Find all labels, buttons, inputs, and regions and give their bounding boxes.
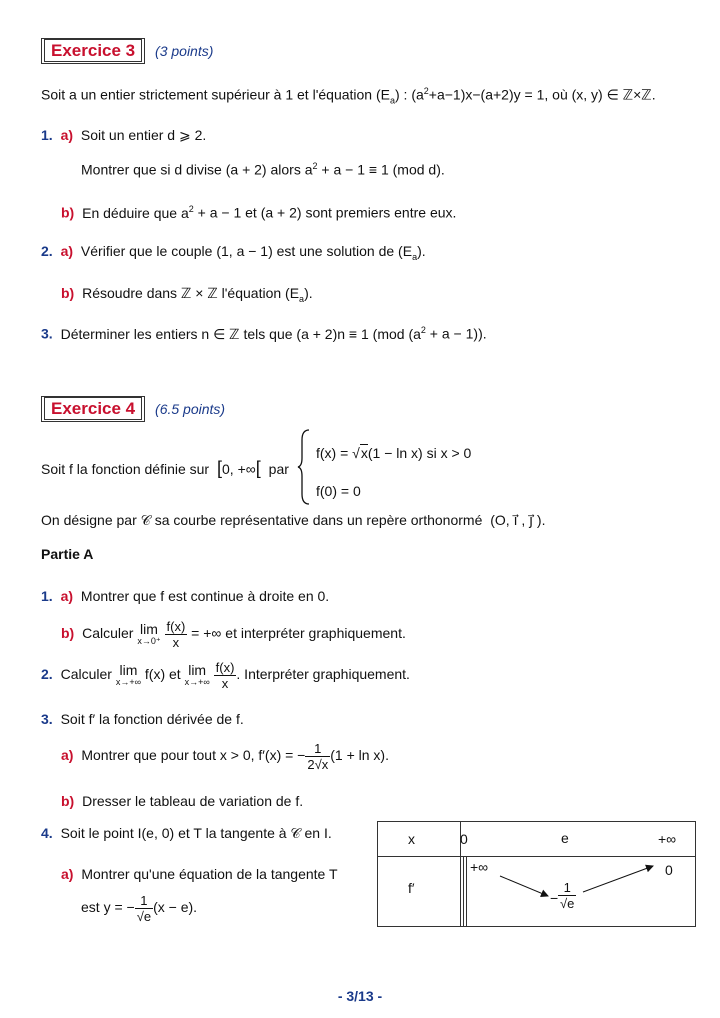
table-top-left: +∞ xyxy=(470,859,489,875)
ex4-q1b: b) Calculer lim x→0⁺ $\frac{f(x)}{x}$ = +∞ et interpréter graphiquement. xyxy=(61,619,406,650)
ex4-q2: 2. Calculer lim x→+∞ f(x) et lim x→+∞ $\frac{f(x)}{x}$ . Interpréter graphiquement. xyxy=(41,660,410,691)
exercise-3-intro: Soit a un entier strictement supérieur à 1 et l'équation $(E_a)$ : $(a^2+a-1)x-(a+2)y = 1$, où (x, y) ∈ ℤ×ℤ. xyxy=(41,86,656,106)
page-number: - 3/13 - xyxy=(337,988,383,1004)
ex3-q3: 3. Déterminer les entiers n ∈ ℤ tels que (a + 2)n ≡ 1 (mod $(a^2 + a - 1)$). xyxy=(41,325,487,342)
ex3-q1a-line2: Montrer que si d divise (a + 2) alors $a^2 + a - 1 \equiv 1$ (mod d). xyxy=(81,161,445,178)
variation-arrows xyxy=(378,856,695,926)
variation-table xyxy=(377,821,696,927)
ex4-case-2: f(0) = 0 xyxy=(316,483,361,499)
ex4-definition-intro: Soit f la fonction définie sur [0, +∞[ par xyxy=(41,458,289,478)
exercise-4-header xyxy=(41,396,225,422)
fraction-fx-over-x: $\frac{f(x)}{x}$ xyxy=(166,619,186,650)
ex3-q1a: 1. a) Soit un entier d ⩾ 2. xyxy=(41,127,207,143)
table-x-label: x xyxy=(408,831,415,847)
fraction-1-over-sqrte: $\frac{1}{√e}$ xyxy=(136,893,152,924)
arrow-decreasing xyxy=(500,876,548,896)
exercise-3-title: Exercice 3 xyxy=(44,39,142,62)
ex3-q2b: b) Résoudre dans ℤ × ℤ l'équation $(E_a)$. xyxy=(61,285,313,304)
ex4-case-1: f(x) = √x(1 − ln x) si x > 0 xyxy=(316,445,472,461)
exercise-3-points: (3 points) xyxy=(155,43,214,59)
ex4-q1a: 1. a) Montrer que f est continue à droite en 0. xyxy=(41,588,330,604)
table-xinf: +∞ xyxy=(658,831,677,847)
exercise-4-title-box xyxy=(41,396,145,422)
table-xe: e xyxy=(561,830,569,846)
brace-icon xyxy=(297,428,311,506)
ex4-q3a: a) Montrer que pour tout x > 0, f′(x) = − $\frac{1}{2√x}$ (1 + ln x). xyxy=(61,741,389,772)
exercise-3-header xyxy=(41,38,213,64)
ex3-q2a: 2. a) Vérifier que le couple (1, a − 1) est une solution de $(E_a)$. xyxy=(41,243,426,262)
ex4-q4a: a) Montrer qu'une équation de la tangente T xyxy=(61,866,338,882)
ex4-q4: 4. Soit le point I(e, 0) et T la tangente à 𝒞 en I. xyxy=(41,825,332,841)
table-top-right: 0 xyxy=(665,862,673,878)
ex4-q4a-line2: est y = − $\frac{1}{√e}$ (x − e). xyxy=(81,893,198,924)
fraction-fx-over-x-2: $\frac{f(x)}{x}$ xyxy=(215,660,235,691)
ex4-q3b: b) Dresser le tableau de variation de f. xyxy=(61,793,304,809)
fraction-1-over-2sqrtx: $\frac{1}{2√x}$ xyxy=(307,741,329,772)
table-x0: 0 xyxy=(460,831,468,847)
ex4-curve-text: On désigne par 𝒞 sa courbe représentative dans un repère orthonormé (O, i⃗ , j⃗ ). xyxy=(41,512,546,528)
limit-inf-2: lim x→+∞ xyxy=(184,661,210,688)
ex3-q1b: b) En déduire que $a^2 + a - 1$ et (a + 2) sont premiers entre eux. xyxy=(61,204,457,221)
exercise-4-points: (6.5 points) xyxy=(155,401,226,417)
table-min-sign: − xyxy=(550,890,559,906)
table-fprime-label: f′ xyxy=(408,880,415,896)
exercise-4-title: Exercice 4 xyxy=(44,397,142,420)
arrow-increasing xyxy=(583,866,653,892)
partie-a-heading: Partie A xyxy=(41,546,94,562)
ex4-q3: 3. Soit f′ la fonction dérivée de f. xyxy=(41,711,244,727)
exercise-3-title-box xyxy=(41,38,145,64)
limit-0: lim x→0⁺ xyxy=(137,620,161,647)
table-min-fraction: $\frac{1}{√e}$ xyxy=(560,880,575,911)
limit-inf-1: lim x→+∞ xyxy=(115,661,141,688)
